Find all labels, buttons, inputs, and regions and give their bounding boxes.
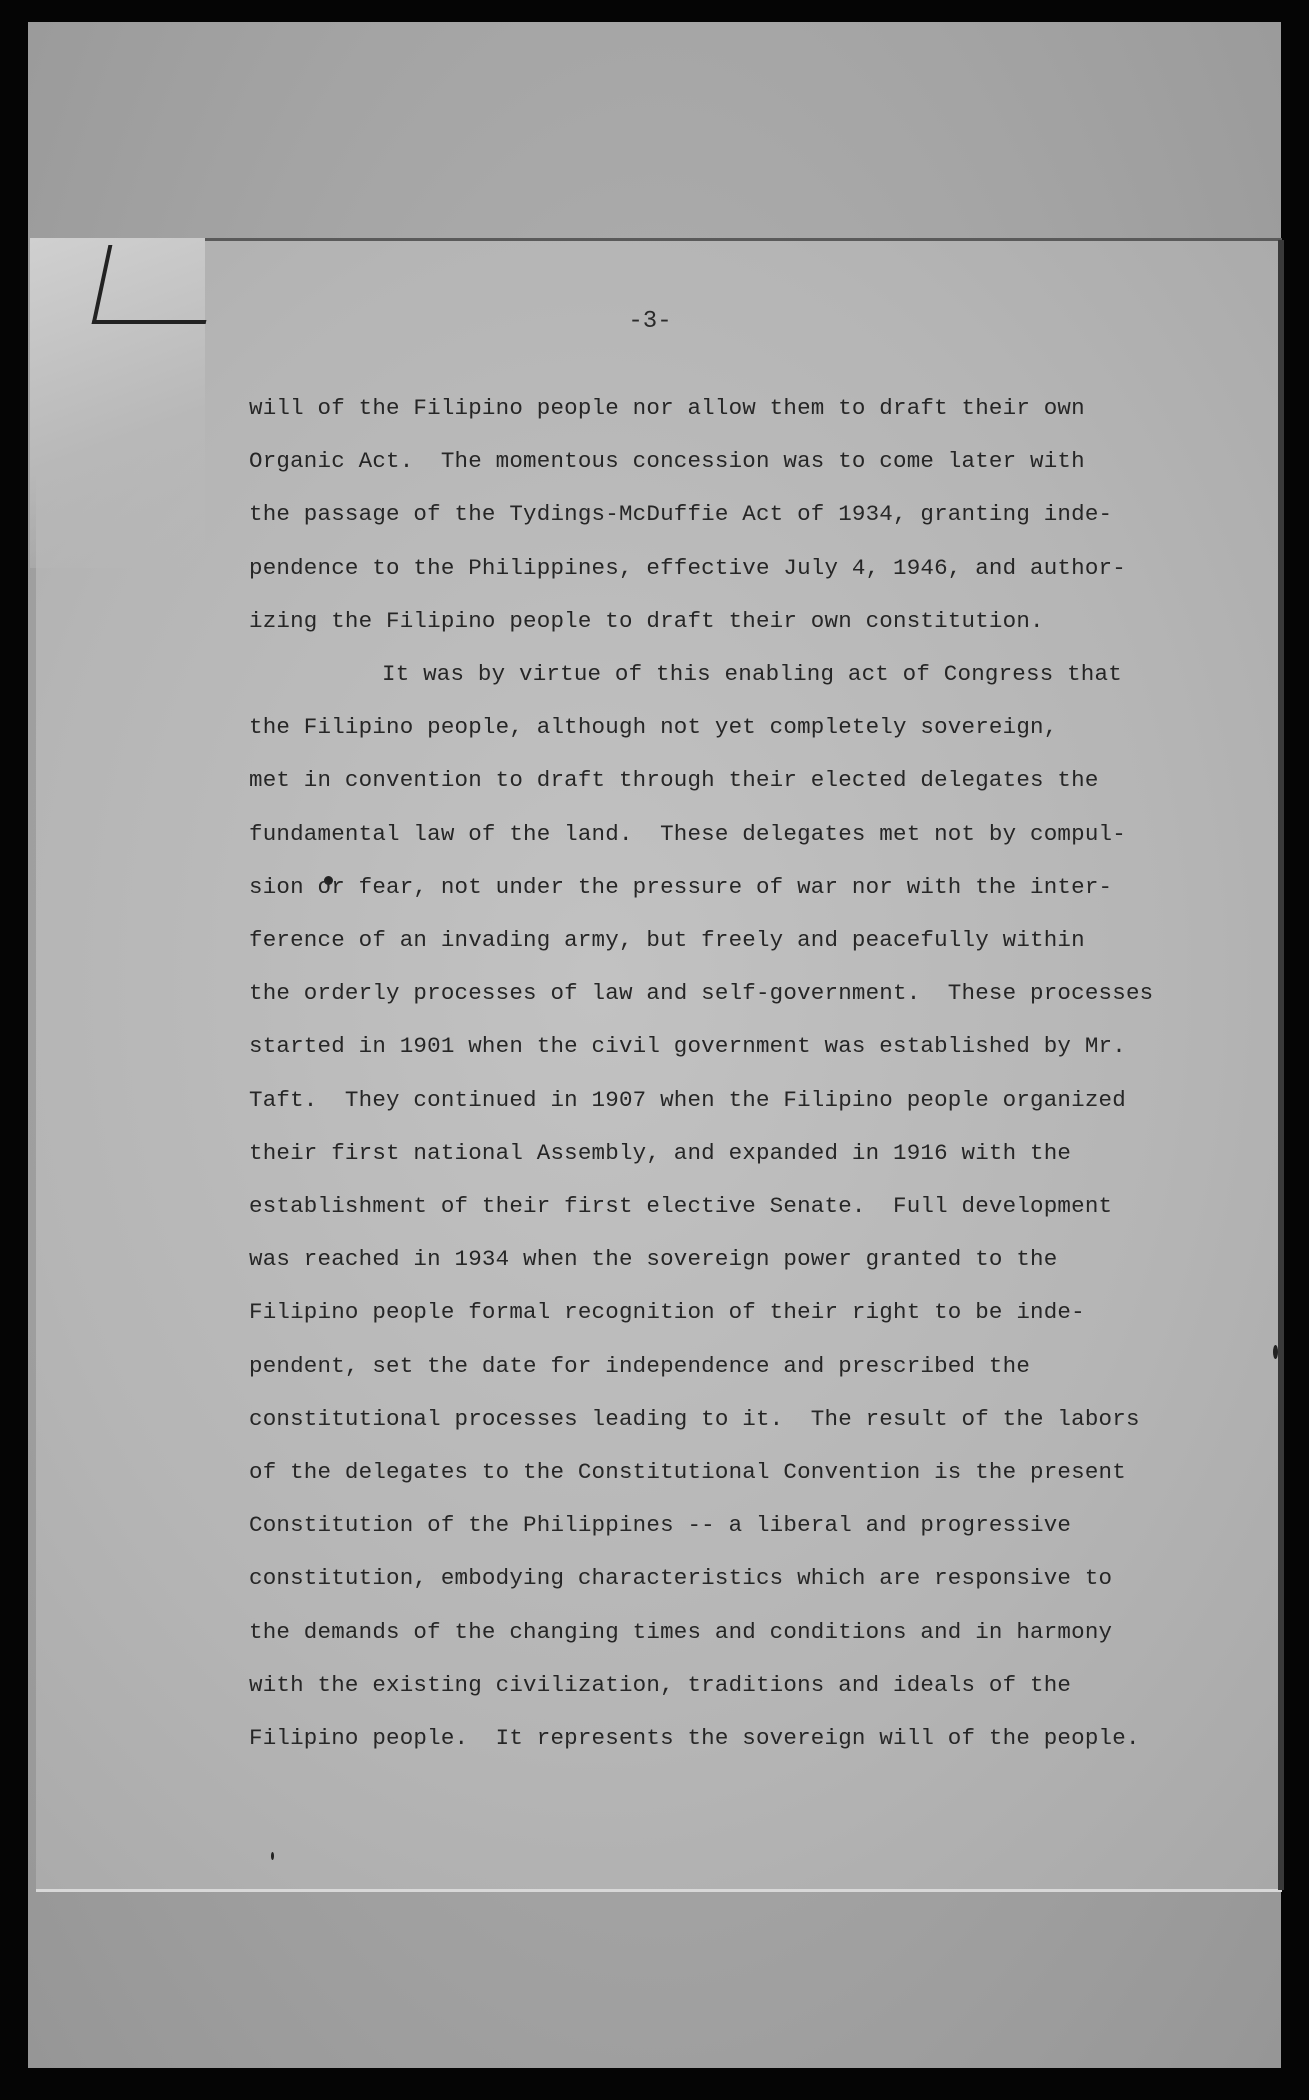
- text-line: pendent, set the date for independence and prescribed the: [249, 1352, 1031, 1379]
- text-line: It was by virtue of this enabling act of Congress that: [382, 661, 1122, 688]
- text-line: the orderly processes of law and self-government. These processes: [249, 980, 1154, 1007]
- text-line: establishment of their first elective Senate. Full development: [249, 1193, 1113, 1220]
- text-line: Taft. They continued in 1907 when the Filipino people organized: [249, 1086, 1126, 1113]
- text-line: Constitution of the Philippines -- a liberal and progressive: [249, 1512, 1072, 1539]
- text-line: ference of an invading army, but freely and peacefully within: [249, 927, 1085, 954]
- text-line: constitution, embodying characteristics which are responsive to: [249, 1565, 1113, 1592]
- text-line: will of the Filipino people nor allow them to draft their own: [249, 395, 1085, 421]
- text-line: Filipino people. It represents the sovereign will of the people.: [249, 1725, 1140, 1752]
- page-edge: [1278, 240, 1284, 1890]
- page-number: -3-: [628, 308, 672, 335]
- text-line: constitutional processes leading to it. The result of the labors: [249, 1405, 1140, 1432]
- text-line: Filipino people formal recognition of their right to be inde-: [249, 1299, 1085, 1326]
- text-line: Organic Act. The momentous concession was to come later with: [249, 448, 1085, 475]
- ink-speck: [1273, 1345, 1278, 1359]
- text-line: the Filipino people, although not yet completely sovereign,: [249, 714, 1058, 741]
- tear-mark: [92, 245, 223, 324]
- text-line: with the existing civilization, traditions and ideals of the: [249, 1671, 1072, 1698]
- text-line: was reached in 1934 when the sovereign power granted to the: [249, 1246, 1058, 1273]
- text-line: their first national Assembly, and expanded in 1916 with the: [249, 1139, 1072, 1166]
- text-line: met in convention to draft through their elected delegates the: [249, 767, 1099, 794]
- text-line: izing the Filipino people to draft their own constitution.: [249, 607, 1044, 634]
- text-line: started in 1901 when the civil government was established by Mr.: [249, 1033, 1126, 1060]
- text-line: of the delegates to the Constitutional Convention is the present: [249, 1459, 1126, 1486]
- text-line: fundamental law of the land. These delegates met not by compul-: [249, 820, 1126, 847]
- ink-speck: [271, 1852, 274, 1860]
- body-text: [249, 382, 1154, 1765]
- text-line: pendence to the Philippines, effective July 4, 1946, and author-: [249, 554, 1126, 581]
- text-line: the passage of the Tydings-McDuffie Act of 1934, granting inde-: [249, 501, 1113, 528]
- text-line: sion or fear, not under the pressure of war nor with the inter-: [249, 873, 1113, 900]
- text-line: the demands of the changing times and conditions and in harmony: [249, 1618, 1113, 1645]
